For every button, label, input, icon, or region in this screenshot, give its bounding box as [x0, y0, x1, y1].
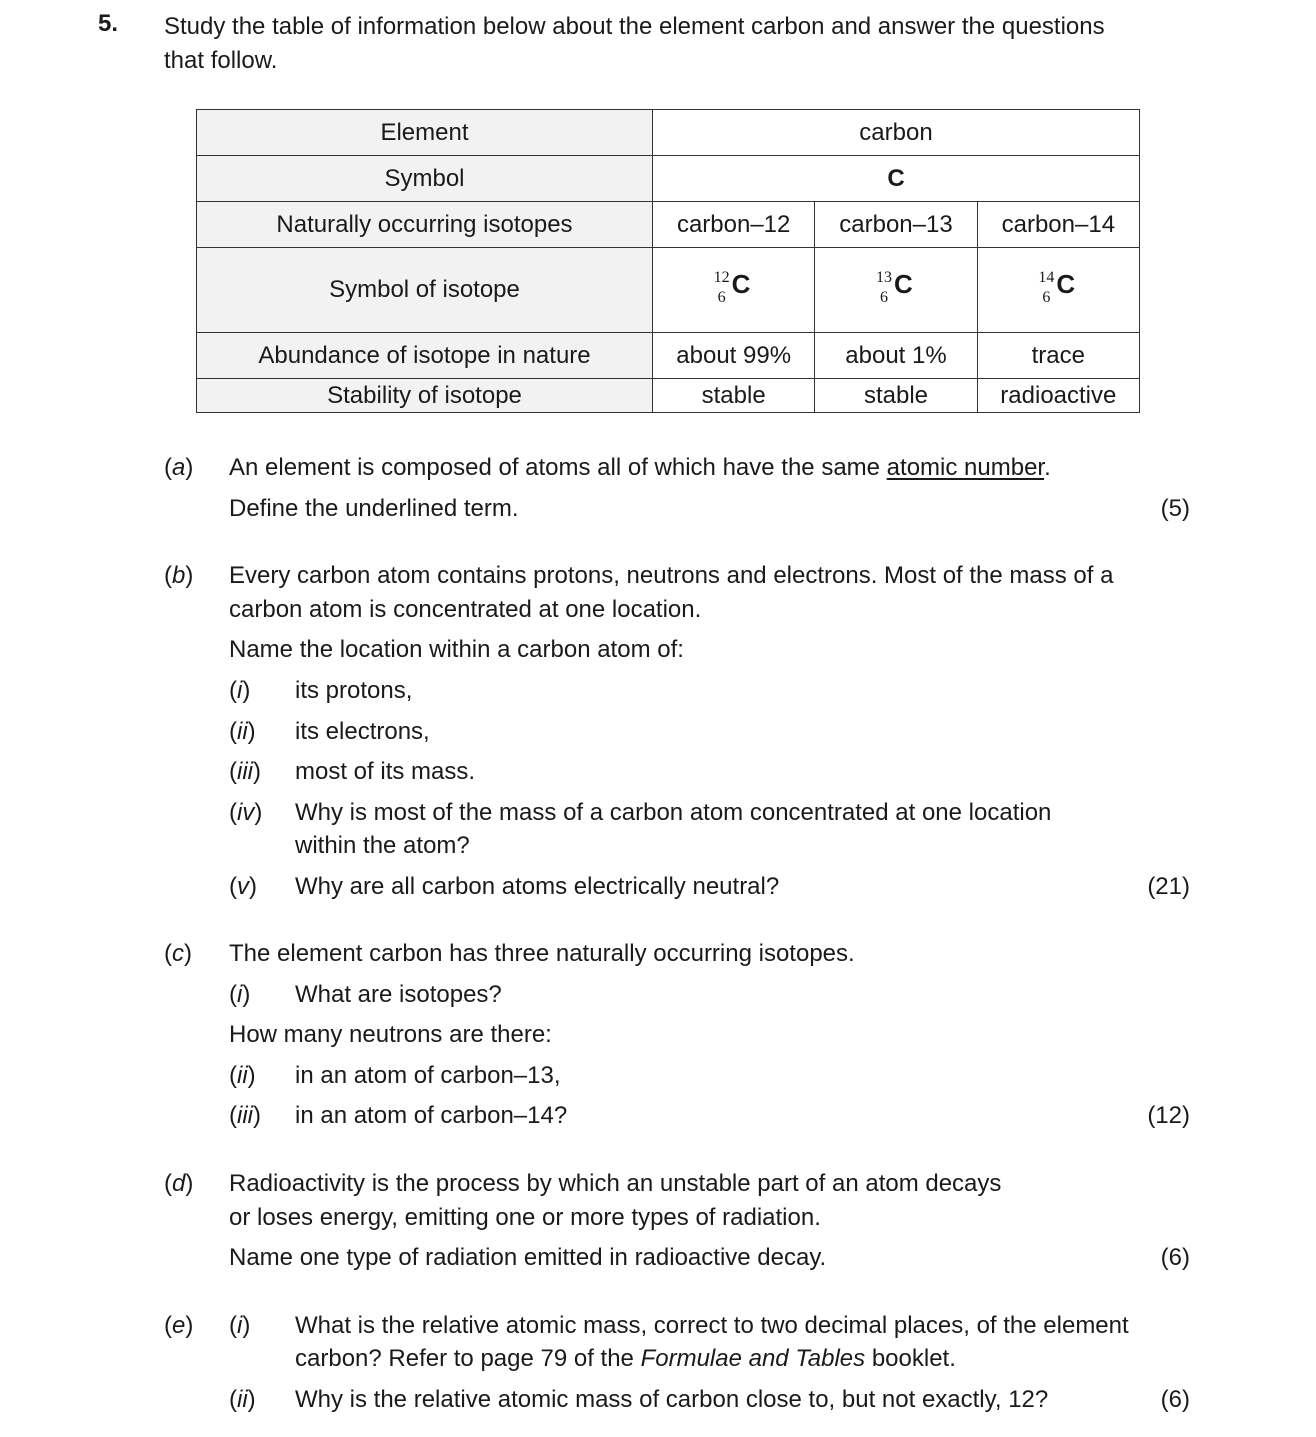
part-b-line-3: Name the location within a carbon atom of:	[229, 636, 684, 663]
element-symbol: C	[893, 268, 913, 299]
part-b-sub-iv-label: (iv)	[229, 799, 263, 826]
stability-value: radioactive	[977, 379, 1139, 413]
isotope-notation	[714, 265, 754, 309]
part-c-sub-iii-text: in an atom of carbon–14?	[295, 1102, 568, 1129]
mass-number: 12	[713, 268, 730, 286]
part-c-sub-i-text: What are isotopes?	[295, 981, 502, 1008]
part-b-sub-iv-text: Why is most of the mass of a carbon atom concentrated at one location	[295, 799, 1052, 826]
part-b-sub-iii-text: most of its mass.	[295, 758, 476, 785]
isotope-symbol-cell	[653, 248, 815, 333]
part-b-sub-iii-label: (iii)	[229, 758, 261, 785]
part-b-marks: (21)	[1147, 873, 1190, 900]
part-b-label: (b)	[164, 562, 194, 589]
isotope-name: carbon–13	[815, 202, 977, 248]
part-e-label: (e)	[164, 1312, 194, 1339]
part-c-sub-ii-label: (ii)	[229, 1062, 256, 1089]
booklet-title: Formulae and Tables	[640, 1345, 866, 1372]
carbon-info-table	[196, 109, 1140, 413]
part-a-marks: (5)	[1160, 495, 1190, 522]
part-c-sub-i-label: (i)	[229, 981, 251, 1008]
part-b-sub-v-label: (v)	[229, 873, 257, 900]
intro-line-1: Study the table of information below about the element carbon and answer the questions	[164, 13, 1105, 40]
question-intro	[164, 10, 1105, 78]
table-row	[197, 333, 1140, 379]
part-e-sub-i-text-2: carbon? Refer to page 79 of the Formulae and Tables booklet.	[295, 1345, 956, 1372]
isotope-symbol-label: Symbol of isotope	[197, 248, 653, 333]
stability-value: stable	[653, 379, 815, 413]
table-row	[197, 248, 1140, 333]
element-symbol: C	[1056, 268, 1076, 299]
underlined-term: atomic number	[886, 454, 1045, 481]
part-d-line-3: Name one type of radiation emitted in radioactive decay.	[229, 1244, 827, 1271]
part-e-marks: (6)	[1160, 1386, 1190, 1413]
table-row	[197, 156, 1140, 202]
part-b-sub-ii-label: (ii)	[229, 718, 256, 745]
part-d-line-2: or loses energy, emitting one or more types of radiation.	[229, 1204, 821, 1231]
symbol-value: C	[653, 156, 1140, 202]
element-label: Element	[197, 110, 653, 156]
isotope-name: carbon–12	[653, 202, 815, 248]
part-e-sub-ii-text: Why is the relative atomic mass of carbon close to, but not exactly, 12?	[295, 1386, 1049, 1413]
table-row	[197, 379, 1140, 413]
part-c-line-1: The element carbon has three naturally occurring isotopes.	[229, 940, 855, 967]
abundance-value: about 99%	[653, 333, 815, 379]
atomic-number: 6	[717, 288, 726, 306]
stability-value: stable	[815, 379, 977, 413]
atomic-number: 6	[1042, 288, 1051, 306]
part-c-sub-iii-label: (iii)	[229, 1102, 261, 1129]
part-c-sub-ii-text: in an atom of carbon–13,	[295, 1062, 561, 1089]
part-d-label: (d)	[164, 1170, 194, 1197]
abundance-label: Abundance of isotope in nature	[197, 333, 653, 379]
mass-number: 13	[875, 268, 892, 286]
isotope-symbol-cell	[815, 248, 977, 333]
part-e-sub-i-text: What is the relative atomic mass, correct to two decimal places, of the element	[295, 1312, 1129, 1339]
part-e-sub-i-label: (i)	[229, 1312, 251, 1339]
part-b-sub-ii-text: its electrons,	[295, 718, 430, 745]
part-a-line-2: Define the underlined term.	[229, 495, 519, 522]
atomic-number: 6	[879, 288, 888, 306]
part-d-marks: (6)	[1160, 1244, 1190, 1271]
part-b-sub-i-text: its protons,	[295, 677, 413, 704]
isotope-name: carbon–14	[977, 202, 1139, 248]
isotope-symbol-cell	[977, 248, 1139, 333]
part-d-line-1: Radioactivity is the process by which an unstable part of an atom decays	[229, 1170, 1002, 1197]
abundance-value: about 1%	[815, 333, 977, 379]
abundance-value: trace	[977, 333, 1139, 379]
part-c-label: (c)	[164, 940, 192, 967]
mass-number: 14	[1038, 268, 1055, 286]
part-b-line-1: Every carbon atom contains protons, neutrons and electrons. Most of the mass of a	[229, 562, 1114, 589]
part-b-sub-i-label: (i)	[229, 677, 251, 704]
part-b-sub-iv-text-2: within the atom?	[295, 832, 470, 859]
stability-label: Stability of isotope	[197, 379, 653, 413]
isotope-notation	[876, 265, 916, 309]
part-c-marks: (12)	[1147, 1102, 1190, 1129]
part-a-label: (a)	[164, 454, 194, 481]
isotopes-label: Naturally occurring isotopes	[197, 202, 653, 248]
intro-line-2: that follow.	[164, 47, 278, 74]
part-e-sub-ii-label: (ii)	[229, 1386, 256, 1413]
part-a-line-1: An element is composed of atoms all of which have the same atomic number.	[229, 454, 1051, 481]
part-b-sub-v-text: Why are all carbon atoms electrically neutral?	[295, 873, 780, 900]
element-value: carbon	[653, 110, 1140, 156]
element-symbol: C	[731, 268, 751, 299]
table-row	[197, 110, 1140, 156]
part-c-line-2: How many neutrons are there:	[229, 1021, 552, 1048]
symbol-label: Symbol	[197, 156, 653, 202]
isotope-notation	[1038, 265, 1078, 309]
part-b-line-2: carbon atom is concentrated at one location.	[229, 596, 702, 623]
question-number: 5.	[98, 10, 119, 37]
table-row	[197, 202, 1140, 248]
